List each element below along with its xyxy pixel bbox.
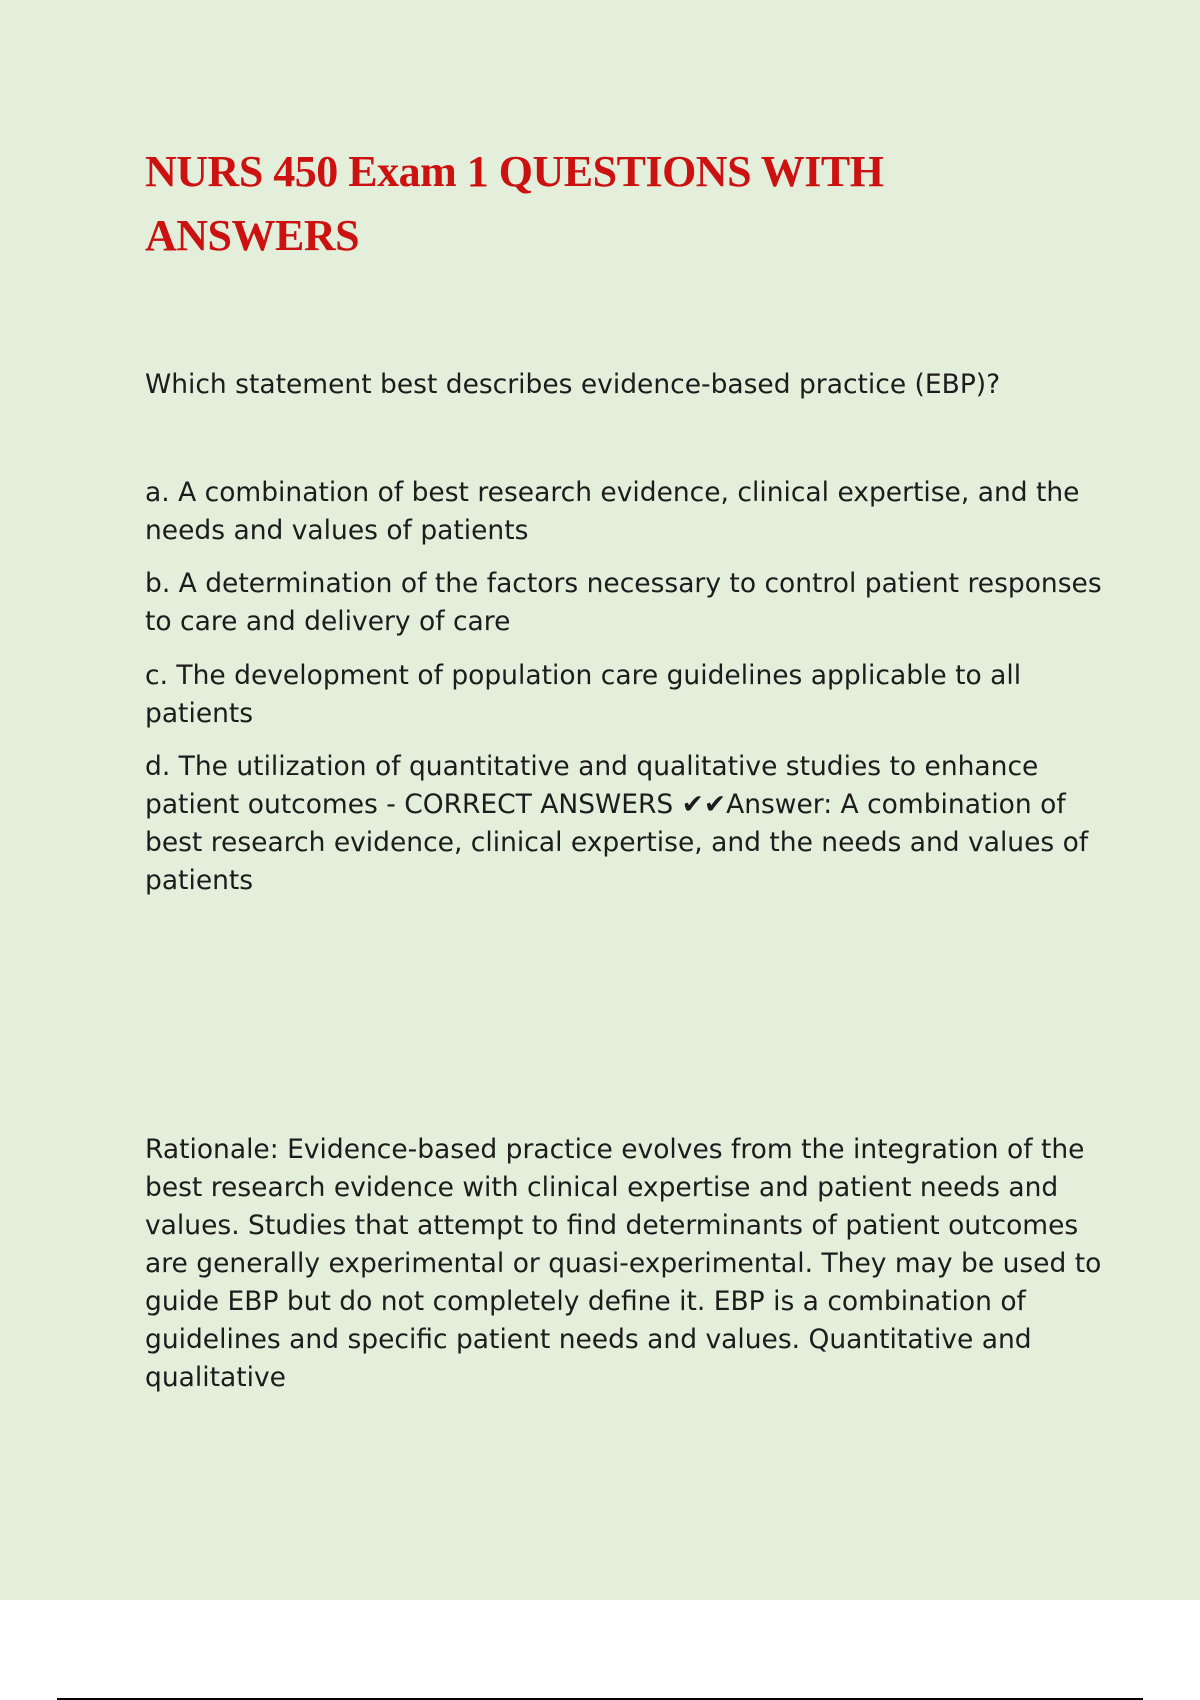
rationale-text: Rationale: Evidence-based practice evolves from the integration of the best research evidence with clinical expertise and patient needs and values. Studies that attempt to find determinants of patient outcomes are generally experimental or quasi-experimental. They may be used to guide EBP but do not completely define it. EBP is a combination of guidelines and specific patient needs and values. Quantitative and qualitative: [145, 1134, 1102, 1393]
answer-option-b: b. A determination of the factors necessary to control patient responses to care and delivery of care: [145, 568, 1102, 637]
document-title: NURS 450 Exam 1 QUESTIONS WITH ANSWERS: [145, 147, 884, 260]
answer-option-c: c. The development of population care guidelines applicable to all patients: [145, 660, 1022, 729]
question-text: Which statement best describes evidence-based practice (EBP)?: [145, 369, 1001, 400]
answer-option-a: a. A combination of best research evidence, clinical expertise, and the needs and values of patients: [145, 477, 1080, 546]
answer-option-d: d. The utilization of quantitative and qualitative studies to enhance patient outcomes - CORRECT ANSWERS ✔✔Answer: A combination of best research evidence, clinical expertise, and the needs and values of patients: [145, 751, 1089, 896]
